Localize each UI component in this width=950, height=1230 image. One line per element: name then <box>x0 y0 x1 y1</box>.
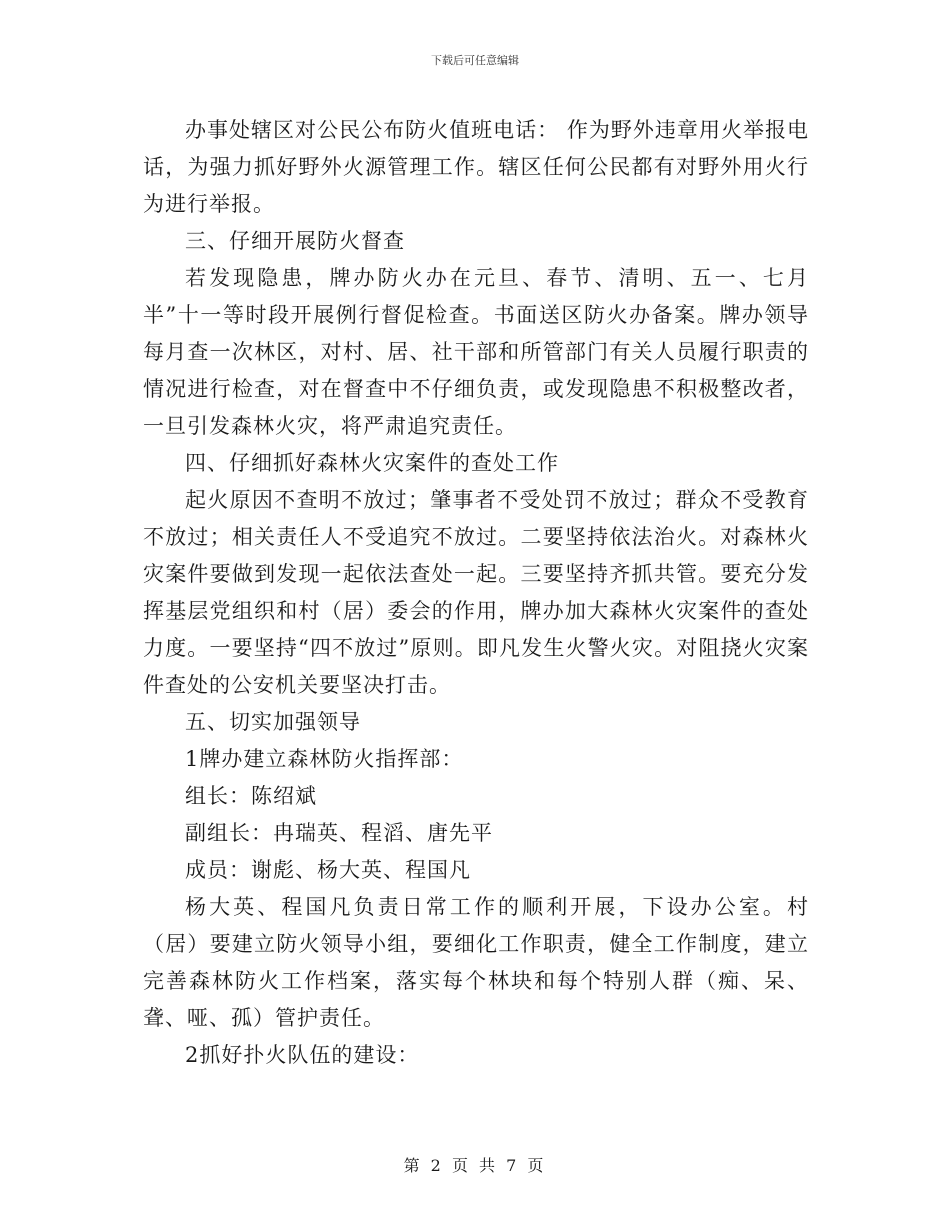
page-number: 第 2 页 共 7 页 <box>403 1156 547 1175</box>
paragraph-inspection: 若发现隐患，牌办防火办在元旦、春节、清明、五一、七月半”十一等时段开展例行督促检查。书面送区防火办备案。牌办领导每月查一次林区，对村、居、社干部和所管部门有关人员履行职责的情况进行检查，对在督查中不仔细负责，或发现隐患不积极整改者，一旦引发森林火灾，将严肃追究责任。 <box>143 266 809 438</box>
paragraph-case-handling: 起火原因不查明不放过；肇事者不受处罚不放过；群众不受教育不放过；相关责任人不受追究不放过。二要坚持依法治火。对森林火灾案件要做到发现一起依法查处一起。三要坚持齐抓共管。要充分发挥基层党组织和村（居）委会的作用，牌办加大森林火灾案件的查处力度。一要坚持“四不放过”原则。即凡发生火警火灾。对阻挠火灾案件查处的公安机关要坚决打击。 <box>143 488 809 697</box>
page-header: 下载后可任意编辑 <box>431 54 519 67</box>
team-leader: 组长：陈绍斌 <box>185 784 317 808</box>
subheading-firefighting-team: 2抓好扑火队伍的建设： <box>185 1043 420 1067</box>
team-deputy-leaders: 副组长：冉瑞英、程滔、唐先平 <box>185 821 493 845</box>
heading-section-3: 三、仔细开展防火督查 <box>185 229 405 253</box>
paragraph-hotline: 办事处辖区对公民公布防火值班电话： 作为野外违章用火举报电话，为强力抓好野外火源管理工作。辖区任何公民都有对野外用火行为进行举报。 <box>143 118 809 216</box>
team-members: 成员：谢彪、杨大英、程国凡 <box>185 858 471 882</box>
heading-section-5: 五、切实加强领导 <box>185 710 361 734</box>
subheading-command-center: 1牌办建立森林防火指挥部： <box>185 747 464 771</box>
document-body <box>143 112 809 1074</box>
heading-section-4: 四、仔细抓好森林火灾案件的查处工作 <box>185 451 559 475</box>
paragraph-office-duties: 杨大英、程国凡负责日常工作的顺利开展，下设办公室。村（居）要建立防火领导小组，要细化工作职责，健全工作制度，建立完善森林防火工作档案，落实每个林块和每个特别人群（痴、呆、聋、哑、孤）管护责任。 <box>143 895 809 1030</box>
